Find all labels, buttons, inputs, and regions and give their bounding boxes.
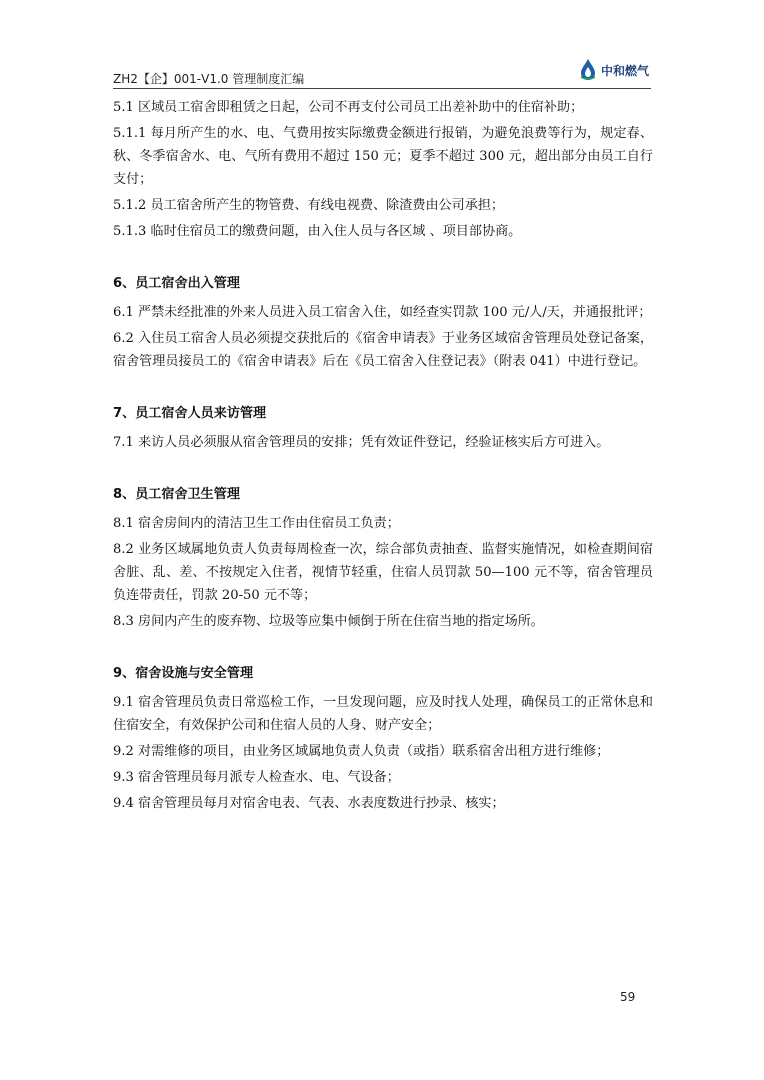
paragraph-9-3: 9.3 宿舍管理员每月派专人检查水、电、气设备； bbox=[113, 770, 400, 785]
paragraph-8-2: 8.2 业务区域属地负责人负责每周检查一次，综合部负责抽查、监督实施情况，如检查期间宿舍脏、乱、差、不按规定入住者，视情节轻重，住宿人员罚款 50—100 元不等，宿舍管理员负连带责任，罚款 20-50 元不等； bbox=[113, 542, 653, 603]
company-logo bbox=[578, 58, 649, 82]
flame-drop-icon bbox=[578, 58, 598, 82]
page-header bbox=[113, 56, 651, 90]
paragraph-9-4: 9.4 宿舍管理员每月对宿舍电表、气表、水表度数进行抄录、核实； bbox=[113, 796, 505, 811]
section-heading-9: 9、宿舍设施与安全管理 bbox=[113, 666, 254, 681]
document-title: ZH2【企】001-V1.0 管理制度汇编 bbox=[113, 72, 305, 86]
paragraph-9-1: 9.1 宿舍管理员负责日常巡检工作，一旦发现问题，应及时找人处理，确保员工的正常休息和住宿安全，有效保护公司和住宿人员的人身、财产安全； bbox=[113, 695, 653, 733]
paragraph-5-1-3: 5.1.3 临时住宿员工的缴费问题，由入住人员与各区域 、项目部协商。 bbox=[113, 224, 522, 239]
header-divider bbox=[113, 88, 651, 89]
paragraph-5-1: 5.1 区域员工宿舍即租赁之日起，公司不再支付公司员工出差补助中的住宿补助； bbox=[113, 100, 584, 115]
paragraph-7-1: 7.1 来访人员必须服从宿舍管理员的安排；凭有效证件登记，经验证核实后方可进入。 bbox=[113, 435, 610, 450]
paragraph-5-1-1: 5.1.1 每月所产生的水、电、气费用按实际缴费金额进行报销，为避免浪费等行为，规定春、秋、冬季宿舍水、电、气所有费用不超过 150 元；夏季不超过 300 元，超出部分由员工自行支付； bbox=[113, 126, 653, 187]
paragraph-9-2: 9.2 对需维修的项目，由业务区域属地负责人负责（或指）联系宿舍出租方进行维修； bbox=[113, 744, 610, 759]
document-body bbox=[113, 96, 653, 818]
paragraph-8-3: 8.3 房间内产生的废弃物、垃圾等应集中倾倒于所在住宿当地的指定场所。 bbox=[113, 614, 544, 629]
paragraph-6-2: 6.2 入住员工宿舍人员必须提交获批后的《宿舍申请表》于业务区域宿舍管理员处登记备案，宿舍管理员接员工的《宿舍申请表》后在《员工宿舍入住登记表》（附表 041）中进行登记。 bbox=[113, 331, 653, 369]
paragraph-6-1: 6.1 严禁未经批准的外来人员进入员工宿舍入住，如经查实罚款 100 元/人/天，并通报批评； bbox=[113, 305, 652, 320]
paragraph-5-1-2: 5.1.2 员工宿舍所产生的物管费、有线电视费、除渣费由公司承担； bbox=[113, 198, 505, 213]
section-heading-6: 6、员工宿舍出入管理 bbox=[113, 276, 240, 291]
paragraph-8-1: 8.1 宿舍房间内的清洁卫生工作由住宿员工负责； bbox=[113, 516, 400, 531]
logo-text: 中和燃气 bbox=[600, 63, 649, 78]
section-heading-8: 8、员工宿舍卫生管理 bbox=[113, 487, 240, 502]
page-number: 59 bbox=[620, 990, 636, 1004]
section-heading-7: 7、员工宿舍人员来访管理 bbox=[113, 406, 267, 421]
